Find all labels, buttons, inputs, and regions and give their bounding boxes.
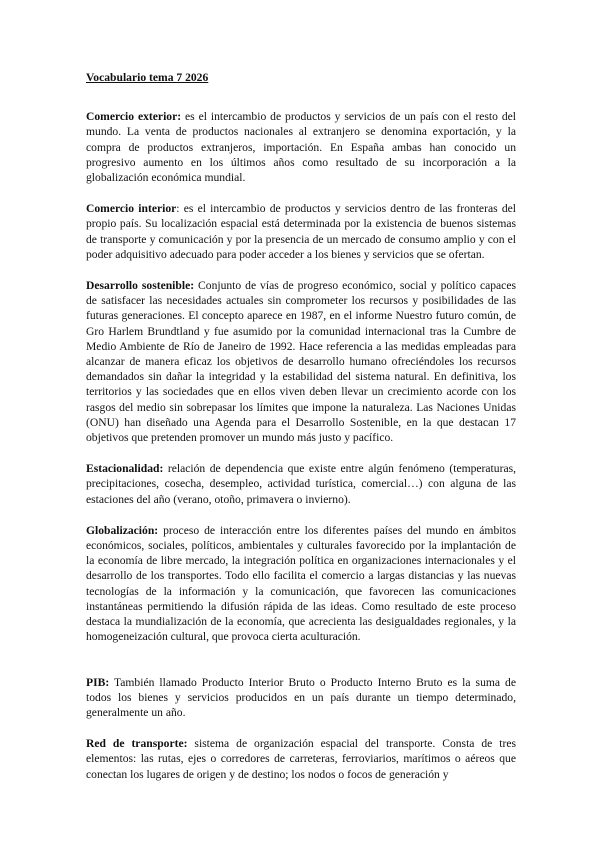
entry-term: Globalización: <box>86 523 159 537</box>
entry-definition: : es el intercambio de productos y servicios dentro de las fronteras del propio país. Su localización espacial está determinada por la existencia de buenos sistemas de transporte y comunicación y por la presencia de un mercado de consumo amplio y con el poder adquisitivo adecuado para poder acceder a los bienes y servicios que se ofertan. <box>86 202 516 261</box>
entry-definition: proceso de interacción entre los diferentes países del mundo en ámbitos económicos, sociales, políticos, ambientales y culturales favorecido por la implantación de la economía de libre mercado, la integración política en organizaciones internacionales y el desarrollo de los transportes. Todo ello facilita el comercio a largas distancias y las nuevas tecnologías de la información y la comunicación, que favorecen las comunicaciones instantáneas permitiendo la difusión rápida de las ideas. Como resultado de este proceso destaca la mundialización de la economía, que acrecienta las desigualdades regionales, y la homogeneización cultural, que provoca cierta aculturación. <box>86 523 516 644</box>
entry-desarrollo-sostenible <box>86 278 516 445</box>
entry-estacionalidad <box>86 461 516 507</box>
entry-term: Comercio exterior: <box>86 110 182 124</box>
entry-term: Red de transporte: <box>86 737 188 751</box>
entry-definition: relación de dependencia que existe entre algún fenómeno (temperaturas, precipitaciones, cosecha, desempleo, actividad turística, comercial…) con alguna de las estaciones del año (verano, otoño, primavera o invierno). <box>86 462 516 506</box>
entry-globalizacion <box>86 523 516 645</box>
entry-term: Estacionalidad: <box>86 462 164 476</box>
entry-comercio-exterior <box>86 109 516 185</box>
entry-definition: Conjunto de vías de progreso económico, social y político capaces de satisfacer las necesidades actuales sin comprometer los recursos y posibilidades de las futuras generaciones. El concepto aparece en 1987, en el informe Nuestro futuro común, de Gro Harlem Brundtland y fue asumido por la comunidad internacional tras la Cumbre de Medio Ambiente de Río de Janeiro de 1992. Hace referencia a las medidas empleadas para alcanzar de manera eficaz los objetivos de desarrollo humano ofreciéndoles los recursos demandados sin dañar la integridad y la estabilidad del sistema natural. En definitiva, los territorios y las sociedades que en ellos viven deben llevar un crecimiento acorde con los rasgos del medio sin sobrepasar los límites que impone la naturaleza. Las Naciones Unidas (ONU) han diseñado una Agenda para el Desarrollo Sostenible, en la que destacan 17 objetivos que pretenden promover un mundo más justo y pacífico. <box>86 279 516 445</box>
entry-definition: También llamado Producto Interior Bruto o Producto Interno Bruto es la suma de todos los bienes y servicios producidos en un país durante un tiempo determinado, generalmente un año. <box>86 675 516 719</box>
document-title: Vocabulario tema 7 2026 <box>86 71 209 84</box>
entry-term: Comercio interior <box>86 202 177 216</box>
entry-definition: sistema de organización espacial del transporte. Consta de tres elementos: las rutas, ejes o corredores de carreteras, ferroviarios, marítimos o aéreos que conectan los lugares de origen y de destino; los nodos o focos de generación y <box>86 737 517 781</box>
entry-red-de-transporte <box>86 736 516 782</box>
entry-term: Desarrollo sostenible: <box>86 279 195 293</box>
entry-comercio-interior <box>86 201 516 262</box>
document-page <box>86 70 516 798</box>
entry-definition: es el intercambio de productos y servicios de un país con el resto del mundo. La venta de productos nacionales al extranjero se denomina exportación, y la compra de productos extranjeros, importación. En España ambas han conocido un progresivo aumento en los últimos años como resultado de su incorporación a la globalización económica mundial. <box>86 110 516 185</box>
entry-term: PIB: <box>86 675 110 689</box>
entry-pib <box>86 675 516 721</box>
